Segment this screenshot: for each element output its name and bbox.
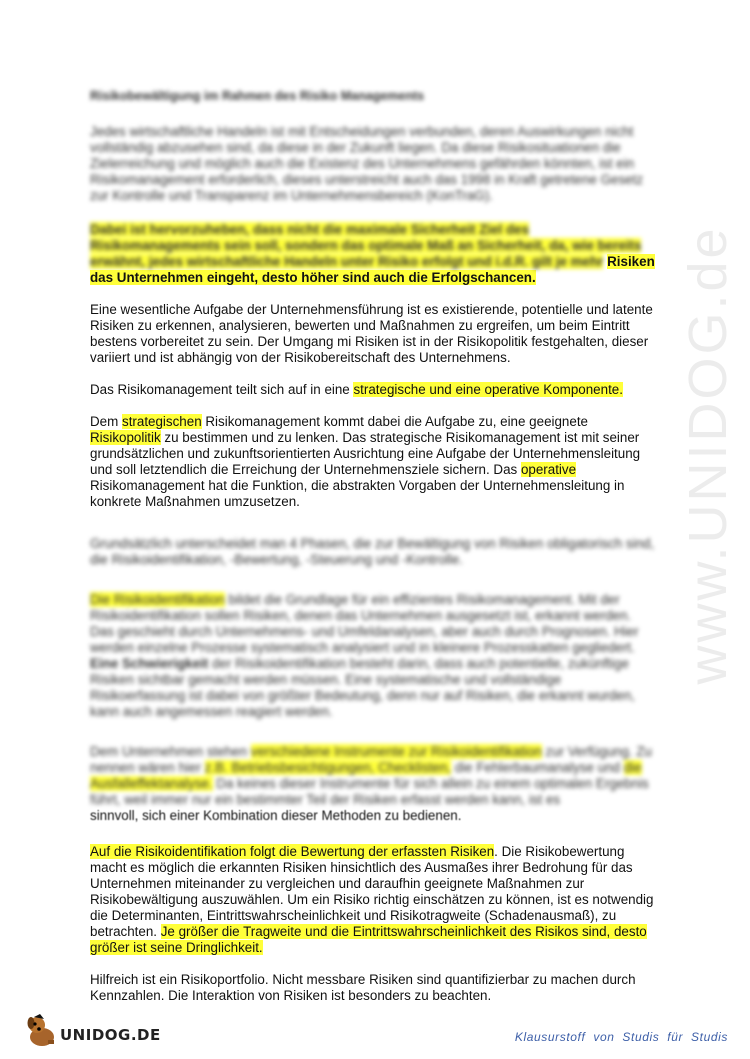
highlight: Je größer die Tragweite und die Eintrittswahrscheinlichkeit des Risikos sind, desto größer ist seine Dringlichkeit.	[90, 924, 647, 955]
paragraph-safety	[90, 222, 658, 286]
text: Das Risikomanagement teilt sich auf in eine	[90, 382, 354, 397]
dog-icon	[24, 1012, 58, 1048]
paragraph-instruments	[90, 744, 658, 824]
highlight: strategische und eine operative Komponente.	[353, 382, 623, 397]
highlight: strategischen	[122, 414, 202, 429]
paragraph-instruments-blurred	[90, 744, 652, 807]
text: die Fehlerbaumanalyse und	[451, 760, 624, 775]
highlight: Risikopolitik	[90, 430, 161, 445]
highlight: operative	[520, 462, 577, 477]
document-body	[90, 88, 658, 1020]
text: zur Verfügung. Zu nennen wären hier	[90, 744, 652, 775]
highlight: verschiedene Instrumente zur Risikoidentifikation	[250, 744, 542, 759]
highlight: z.B. Betriebsbesichtigungen, Checklisten,	[204, 760, 452, 775]
paragraph-instruments-tail: sinnvoll, sich einer Kombination dieser Methoden zu bedienen.	[90, 808, 462, 823]
highlight: Auf die Risikoidentifikation folgt die Bewertung der erfassten Risiken	[90, 844, 495, 859]
footer-tagline: Klausurstoff von Studis für Studis	[514, 1030, 728, 1044]
text: . Die Risikobewertung macht es möglich die erkannten Risiken hinsichtlich des Ausmaßes ihrer Bedrohung für das Unternehmen miteinander zu vergleichen und daraufhin geeignete Maßnahmen zur Risikobewältigung auszuwählen. Um ein Risiko richtig einschätzen zu können, ist es notwendig die Determinanten, Eintrittswahrscheinlichkeit und Risikotragweite (Schadenausmaß), zu betrachten.	[90, 844, 654, 939]
paragraph-safety-blurred: Dabei ist hervorzuheben, dass nicht die maximale Sicherheit Ziel des Risikomanagements sein soll, sondern das optimale Maß an Sicherheit, da, wie bereits erwähnt, jedes wirtschaftliche Handeln unter Risiko erfolgt und i.d.R. gilt je mehr	[90, 222, 642, 269]
paragraph-components	[90, 382, 658, 398]
paragraph-portfolio: Hilfreich ist ein Risikoportfolio. Nicht messbare Risiken sind quantifizierbar zu machen durch Kennzahlen. Die Interaktion von Risiken ist besonders zu beachten.	[90, 972, 636, 1003]
logo-text: UNIDOG.DE	[60, 1026, 161, 1044]
paragraph-phases: Grundsätzlich unterscheidet man 4 Phasen, die zur Bewältigung von Risiken obligatorisch sind, die Risikoidentifikation, -Bewertung, -Steuerung und -Kontrolle.	[90, 536, 655, 567]
text: der Risikoidentifikation besteht darin, dass auch potentielle, zukünftige Risiken sichtbar gemacht werden müssen. Eine systematische und vollständige Risikoerfassung ist dabei von größter Bedeutung, denn nur auf Risiken, die erkannt wurden, kann auch angemessen reagiert werden.	[90, 656, 635, 719]
watermark: www.UNIDOG.de	[678, 225, 738, 685]
paragraph-strategic	[90, 414, 658, 510]
text: Dem	[90, 414, 122, 429]
text: Dem Unternehmen stehen	[90, 744, 251, 759]
text: bildet die Grundlage für ein effizientes Risikomanagement. Mit der Risikoidentifikation sollen Risiken, denen das Unternehmen ausgesetzt ist, erkannt werden. Das geschieht durch Unternehmens- und Umfeldanalysen, aber auch durch Prognosen. Hier werden einzelne Prozesse systematisch analysiert und in kleinere Prozesskatten gegliedert.	[90, 592, 639, 655]
bold-text: Eine Schwierigkeit	[90, 656, 209, 671]
highlight: die Ausfalleffektanalyse.	[90, 760, 642, 791]
paragraph-safety-visible: Risiken das Unternehmen eingeht, desto höher sind auch die Erfolgschancen.	[90, 254, 655, 285]
paragraph-evaluation	[90, 844, 658, 956]
text: Risikomanagement kommt dabei die Aufgabe zu, eine geeignete	[201, 414, 588, 429]
highlight: Die Risikoidentifikation	[90, 592, 225, 607]
paragraph-task: Eine wesentliche Aufgabe der Unternehmensführung ist es existierende, potentielle und latente Risiken zu erkennen, analysieren, bewerten und Maßnahmen zu ergreifen, um beim Eintritt bestens vorbereitet zu sein. Der Umgang mi Risiken ist in der Risikopolitik festgehalten, dieser variiert und ist abhängig von der Risikobereitschaft des Unternehmens.	[90, 302, 653, 365]
text: Risikomanagement hat die Funktion, die abstrakten Vorgaben der Unternehmensleitung in konkrete Maßnahmen umzusetzen.	[90, 478, 625, 509]
paragraph-intro: Jedes wirtschaftliche Handeln ist mit Entscheidungen verbunden, deren Auswirkungen nicht vollständig abzusehen sind, da diese in der Zukunft liegen. Da diese Risikosituationen die Zielerreichung und möglich auch die Existenz des Unternehmens gefährden könnten, ist ein Risikomanagement erforderlich, dieses unterstreicht auch das 1998 in Kraft getretene Gesetz zur Kontrolle und Transparenz im Unternehmensbereich (KonTraG).	[90, 124, 644, 203]
text: Da keines dieser Instrumente für sich allein zu einem optimalen Ergebnis führt, weil immer nur ein bestimmter Teil der Risiken erfasst werden kann, ist es	[90, 776, 649, 807]
logo[interactable]	[24, 1012, 161, 1048]
document-heading: Risikobewältigung im Rahmen des Risiko Managements	[90, 89, 425, 103]
paragraph-identification	[90, 592, 658, 720]
text: zu bestimmen und zu lenken. Das strategische Risikomanagement ist mit seiner grundsätzlichen und zukunftsorientierten Ausrichtung eine Aufgabe der Unternehmensleitung und soll letztendlich die Erreichung der Unternehmensziele sichern. Das	[90, 430, 641, 477]
